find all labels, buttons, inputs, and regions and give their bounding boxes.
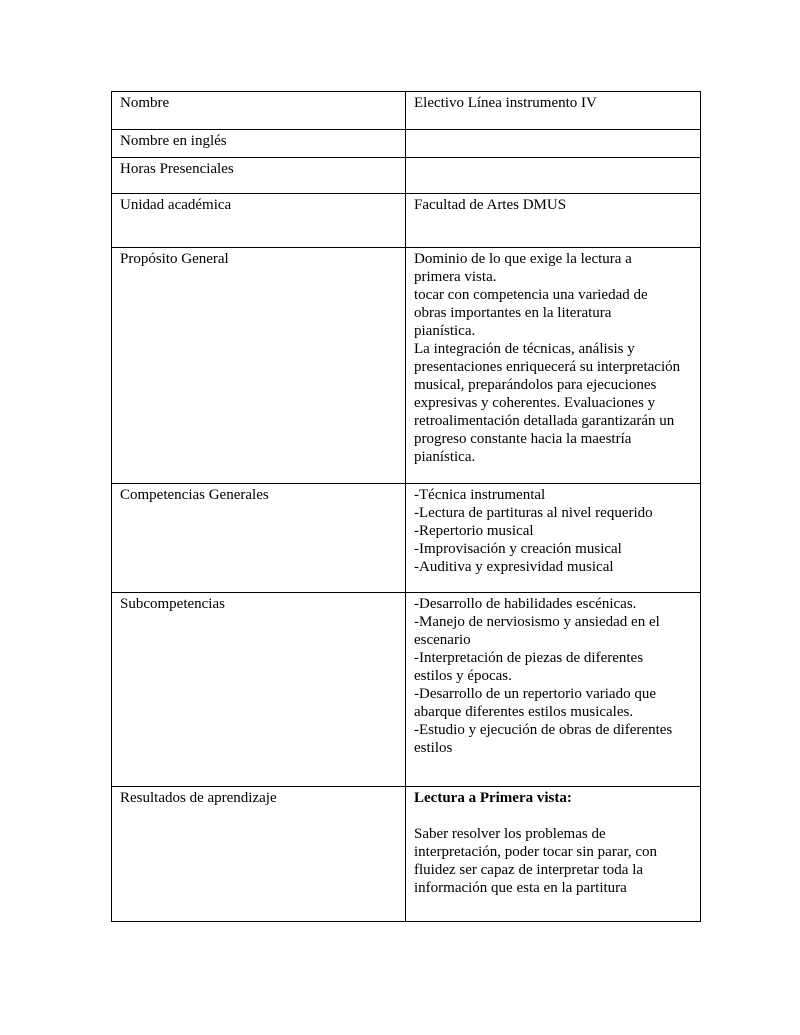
field-label-cell <box>112 593 406 787</box>
field-label-cell <box>112 248 406 484</box>
table-row <box>112 92 701 130</box>
value-line: primera vista. <box>414 269 497 285</box>
table-row <box>112 194 701 248</box>
value-line: Facultad de Artes DMUS <box>414 197 567 213</box>
field-value-cell <box>406 194 701 248</box>
field-label: Nombre <box>120 95 170 111</box>
value-line: musical, preparándolos para ejecuciones <box>414 377 657 393</box>
value-line: -Repertorio musical <box>414 523 534 539</box>
table-row <box>112 248 701 484</box>
value-line: expresivas y coherentes. Evaluaciones y <box>414 395 656 411</box>
field-value-cell <box>406 158 701 194</box>
value-line: -Estudio y ejecución de obras de diferentes <box>414 722 673 738</box>
value-line: -Desarrollo de habilidades escénicas. <box>414 596 637 612</box>
value-line: Dominio de lo que exige la lectura a <box>414 251 632 267</box>
value-line: pianística. <box>414 323 476 339</box>
value-line: -Auditiva y expresividad musical <box>414 559 614 575</box>
field-label: Nombre en inglés <box>120 133 227 149</box>
value-line: estilos <box>414 740 453 756</box>
spacer <box>414 807 692 825</box>
value-line: progreso constante hacia la maestría <box>414 431 632 447</box>
course-info-table <box>111 91 701 922</box>
value-line: pianística. <box>414 449 476 465</box>
value-line: abarque diferentes estilos musicales. <box>414 704 634 720</box>
field-label: Competencias Generales <box>120 487 269 503</box>
value-line: Electivo Línea instrumento IV <box>414 95 597 111</box>
value-line: interpretación, poder tocar sin parar, con <box>414 844 658 860</box>
field-value-cell <box>406 484 701 593</box>
field-label-cell <box>112 92 406 130</box>
value-line: -Lectura de partituras al nivel requerido <box>414 505 653 521</box>
field-label-cell <box>112 130 406 158</box>
field-label: Propósito General <box>120 251 229 267</box>
table-row <box>112 593 701 787</box>
value-line: La integración de técnicas, análisis y <box>414 341 635 357</box>
value-line: -Desarrollo de un repertorio variado que <box>414 686 656 702</box>
value-line: -Interpretación de piezas de diferentes <box>414 650 644 666</box>
value-line: información que esta en la partitura <box>414 880 627 896</box>
table-row <box>112 158 701 194</box>
value-line: Saber resolver los problemas de <box>414 826 606 842</box>
field-label: Horas Presenciales <box>120 161 234 177</box>
value-line: escenario <box>414 632 471 648</box>
field-value-cell <box>406 593 701 787</box>
table-row <box>112 484 701 593</box>
field-label: Subcompetencias <box>120 596 225 612</box>
field-label-cell <box>112 194 406 248</box>
value-line: -Manejo de nerviosismo y ansiedad en el <box>414 614 660 630</box>
value-line: -Improvisación y creación musical <box>414 541 622 557</box>
field-label-cell <box>112 787 406 922</box>
field-value-cell <box>406 787 701 922</box>
field-value-cell <box>406 92 701 130</box>
table-row <box>112 130 701 158</box>
table-row <box>112 787 701 922</box>
value-line: tocar con competencia una variedad de <box>414 287 648 303</box>
field-value-cell <box>406 130 701 158</box>
value-line: fluidez ser capaz de interpretar toda la <box>414 862 644 878</box>
field-value-cell <box>406 248 701 484</box>
field-label: Unidad académica <box>120 197 232 213</box>
field-label-cell <box>112 484 406 593</box>
field-label-cell <box>112 158 406 194</box>
value-line: presentaciones enriquecerá su interpretación <box>414 359 681 375</box>
value-line: -Técnica instrumental <box>414 487 546 503</box>
value-line: obras importantes en la literatura <box>414 305 612 321</box>
field-label: Resultados de aprendizaje <box>120 790 277 806</box>
value-heading: Lectura a Primera vista: <box>414 790 572 806</box>
value-line: estilos y épocas. <box>414 668 512 684</box>
value-line: retroalimentación detallada garantizarán un <box>414 413 675 429</box>
